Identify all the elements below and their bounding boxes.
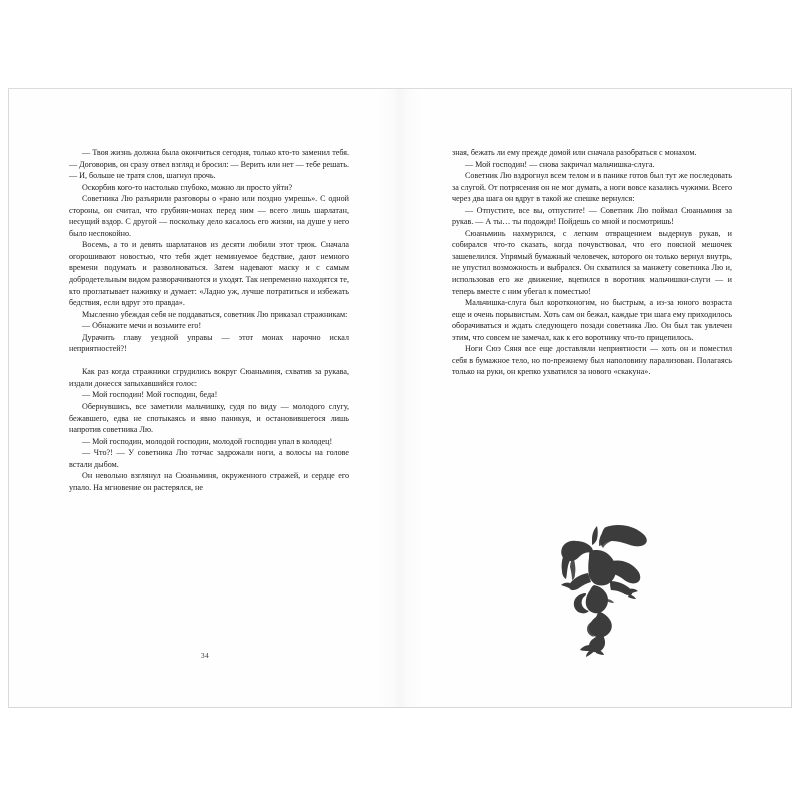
page-number: 34 bbox=[200, 651, 210, 660]
paragraph-dialogue: — Мой господин! Мой господин, беда! bbox=[82, 390, 218, 400]
chinese-dragon-ink-illustration bbox=[546, 521, 650, 657]
paragraph-dialogue: — Мой господин, молодой господин, молодой господин упал в колодец! bbox=[82, 436, 333, 446]
paragraph: Он невольно взглянул на Сюаньминя, окруженного стражей, и сердце его упало. На мгновение он растерялся, не bbox=[69, 471, 349, 492]
paragraph: Советник Лю вздрогнул всем телом и в панике готов был тут же последовать за слугой. От потрясения он не мог думать, а ноги вовсе казались чужими. Всего через два шага он вдруг в такой же спешке вернулся: bbox=[452, 171, 732, 204]
left-page-text-column bbox=[69, 147, 349, 493]
paragraph-dialogue: — Мой господин! — снова закричал мальчишка-слуга. bbox=[465, 159, 655, 169]
paragraph: Как раз когда стражники сгрудились вокруг Сюаньминя, схватив за рукава, издали донесся запыхавшийся голос: bbox=[69, 367, 349, 388]
paragraph-continued: зная, бежать ли ему прежде домой или сначала разобраться с монахом. bbox=[452, 148, 697, 157]
paragraph: Мысленно убеждая себя не поддаваться, советник Лю приказал стражникам: bbox=[82, 309, 348, 319]
paragraph: Советника Лю разъярили разговоры о «рано или поздно умрешь». С одной стороны, он считал, что грубиян-монах перед ним — всего лишь шарлатан, несущий вздор. С другой — поскольку дело касалось его жизни, на душе у него было неспокойно. bbox=[69, 194, 349, 238]
right-page-text-column bbox=[452, 147, 732, 378]
paragraph: — Твоя жизнь должна была окончиться сегодня, только кто-то заменил тебя. — Договорив, он сразу отвел взгляд и бросил: — Верить или нет — тебе решать. — И, больше не тратя слов, шагнул прочь. bbox=[69, 148, 349, 181]
paragraph: Оскорбив кого-то настолько глубоко, можно ли просто уйти? bbox=[82, 182, 293, 192]
paragraph: Обернувшись, все заметили мальчишку, судя по виду — молодого слугу, бежавшего, едва не спотыкаясь и явно паникуя, и остановившегося лишь напротив советника Лю. bbox=[69, 401, 349, 435]
paragraph: Мальчишка-слуга был коротконогим, но быстрым, а из-за юного возраста еще и очень порывистым. Хоть сам он бежал, каждые три шага ему приходилось оборачиваться и ждать следующего позади советника Лю. Он был так увлечен этим, что совсем не замечал, как к его воротнику что-то прицепилось. bbox=[452, 298, 732, 342]
paragraph: Ноги Сюэ Сяня все еще доставляли неприятности — хоть он и поместил себя в бумажное тело, но по-прежнему был наполовину парализован. Полагаясь только на руки, он крепко ухватился за нового «скакуна». bbox=[452, 344, 732, 377]
open-book-spread bbox=[8, 88, 792, 708]
book-page-right bbox=[401, 89, 793, 707]
paragraph-dialogue: — Обнажите мечи и возьмите его! bbox=[82, 321, 202, 331]
paragraph: Восемь, а то и девять шарлатанов из десяти любили этот трюк. Сначала огорошивают новостью, что тебя ждет неминуемое бедствие, дают немного времени подумать и разволноваться. Затем надевают маску и с самым добродетельным видом разворачиваются и уходят. Так непременно находятся те, кто проглатывает наживку и думает: «Ладно уж, лучше потратиться и избежать бедствия, если вдруг это правда». bbox=[69, 240, 349, 308]
book-page-left bbox=[9, 89, 401, 707]
paragraph-dialogue: — Отпустите, все вы, отпустите! — Советник Лю поймал Сюаньминя за рукав. — А ты… ты подожди! Пойдешь со мной и посмотришь! bbox=[452, 205, 732, 227]
paragraph: Сюаньминь нахмурился, с легким отвращением выдернув рукав, и собирался что-то сказать, когда почувствовал, что его поясной мешочек зашевелился. Упрямый бумажный человечек, которого он только вернул внутрь, не упустил возможность и выбрался. Он схватился за манжету советника Лю и, использовав его же движение, вцепился в воротник мальчишки-слуги — и теперь вместе с ним убегал к поместью! bbox=[452, 228, 732, 296]
paragraph-dialogue: — Что?! — У советника Лю тотчас задрожали ноги, а волосы на голове встали дыбом. bbox=[69, 448, 349, 469]
paragraph: Дурачить главу уездной управы — этот монах нарочно искал неприятностей?! bbox=[69, 332, 349, 354]
